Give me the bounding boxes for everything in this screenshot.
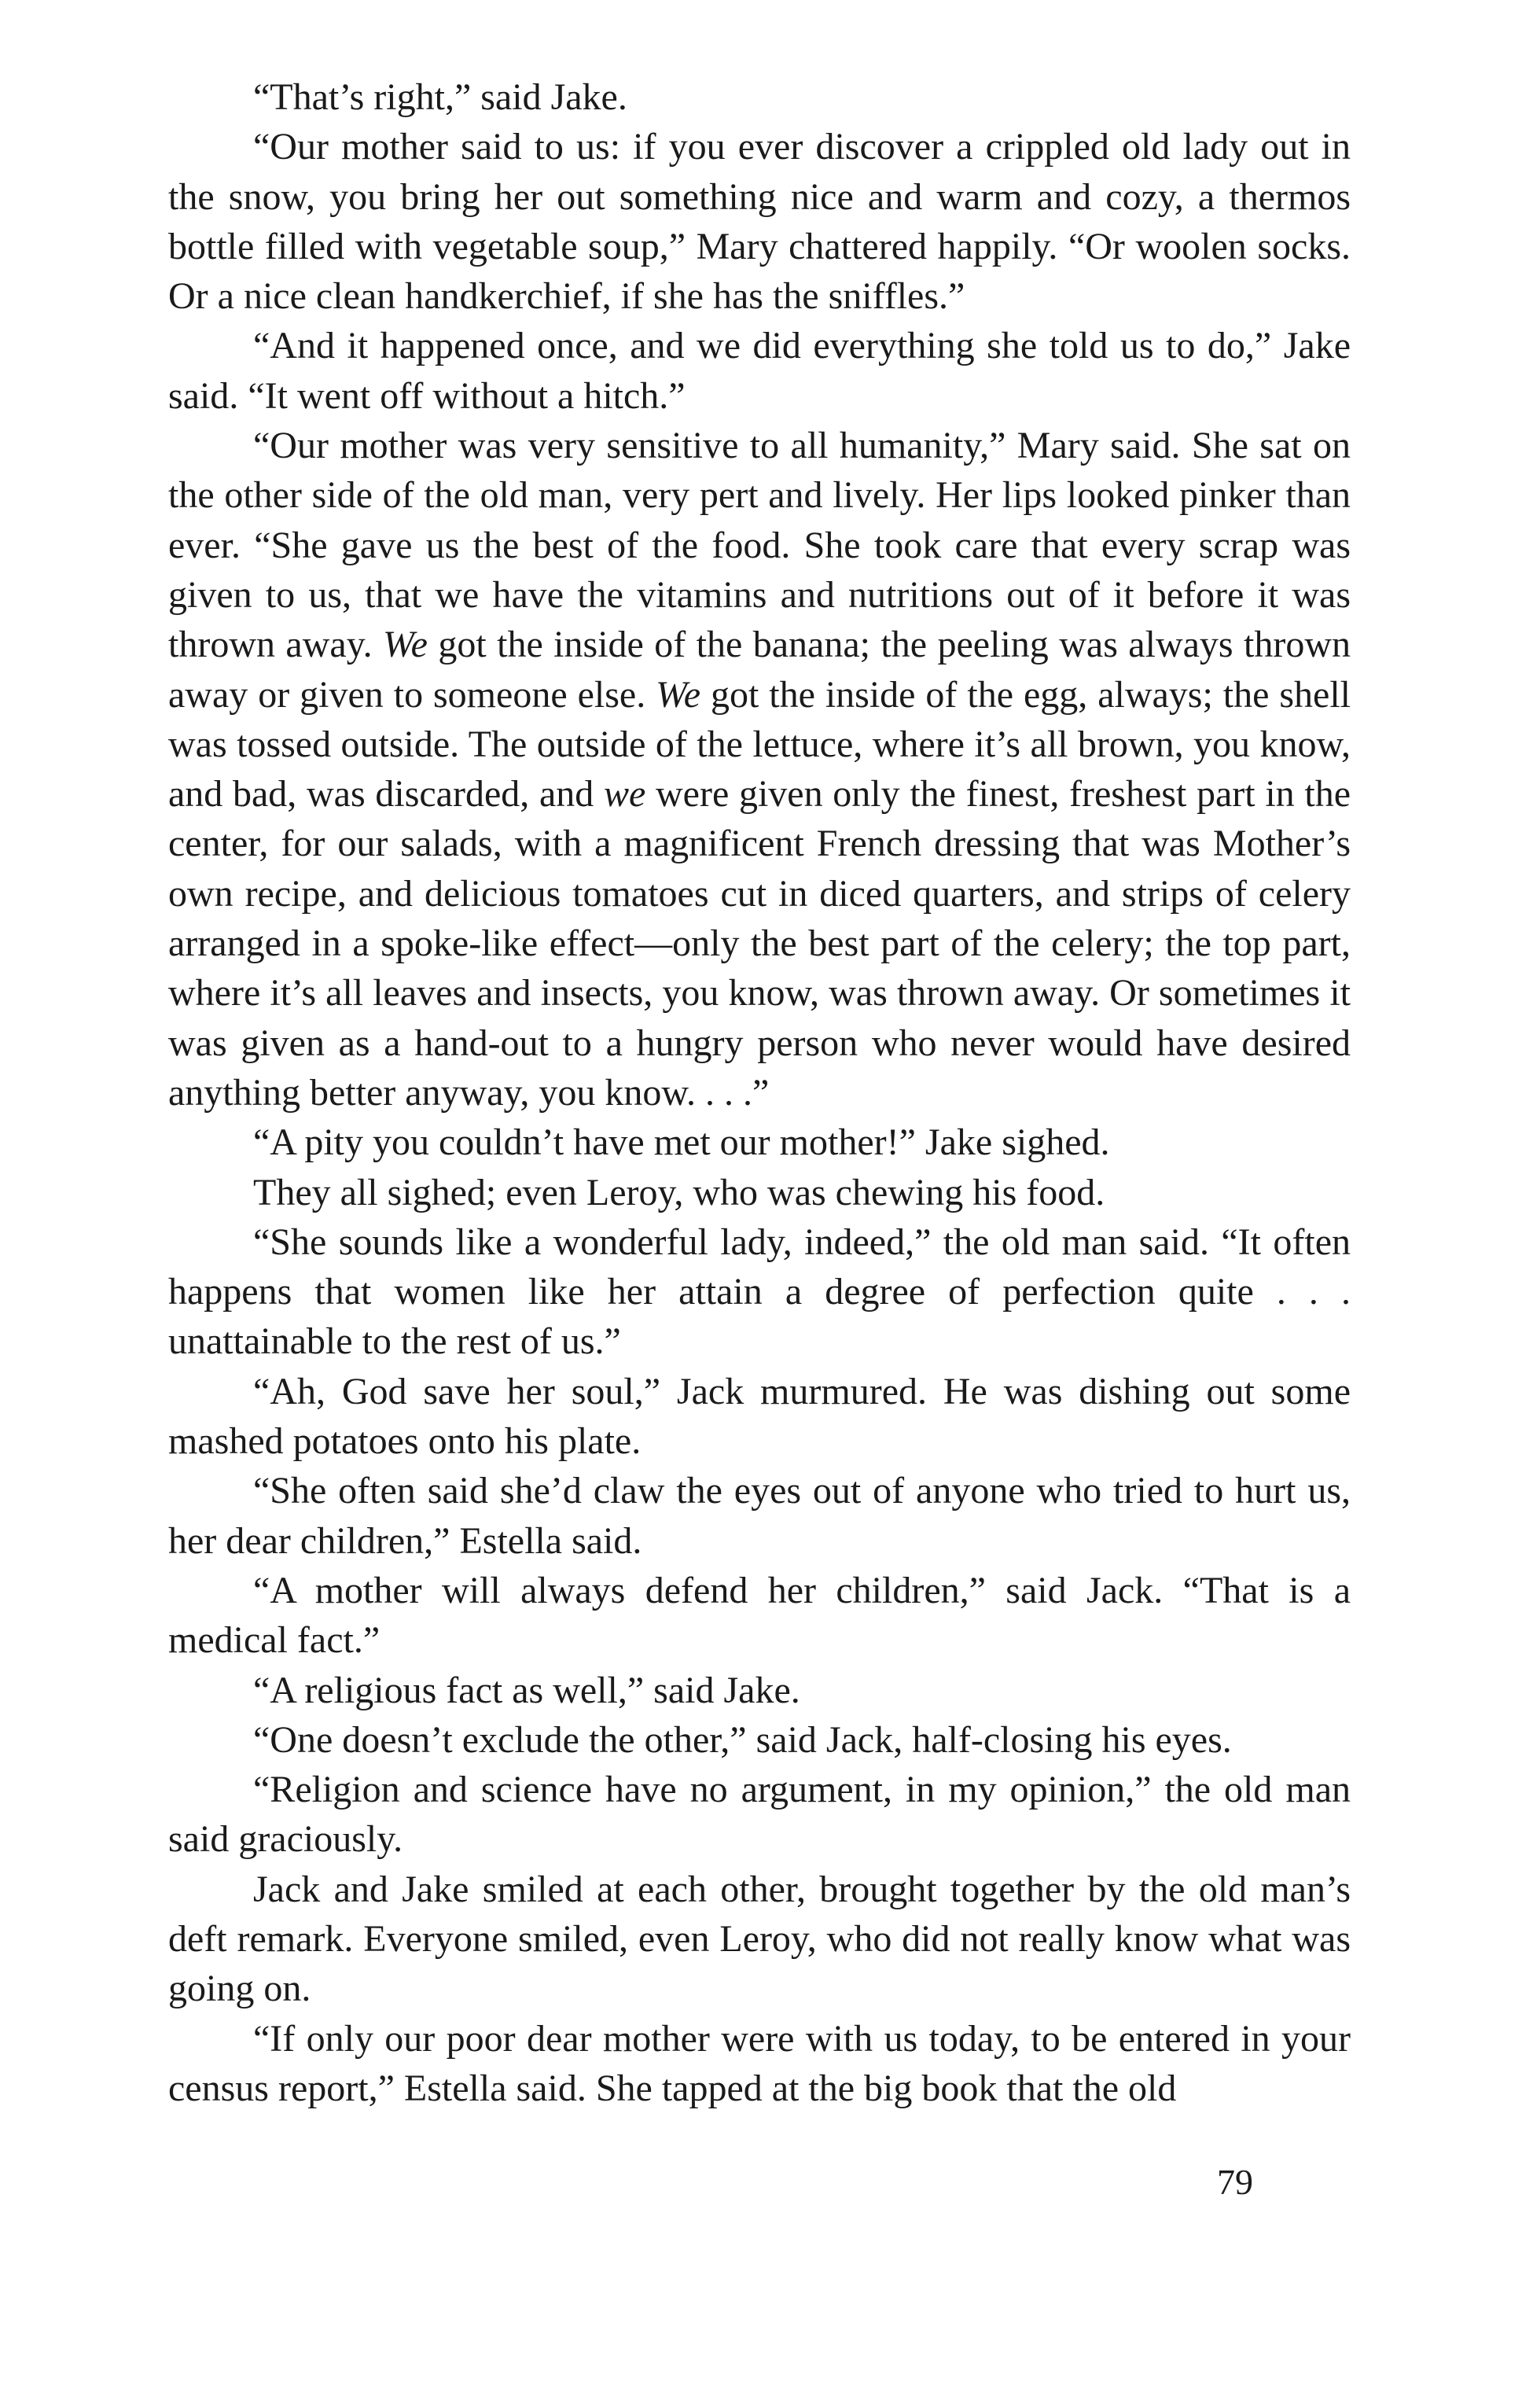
paragraph xyxy=(168,1865,1351,2014)
paragraph-text: “That’s right,” said Jake. xyxy=(253,76,627,118)
paragraph-text: Jack and Jake smiled at each other, brought together by the old man’s deft remark. Everyone smiled, even Leroy, who did not really know what was going on. xyxy=(168,1868,1351,2010)
paragraph-text: “Ah, God save her soul,” Jack murmured. He was dishing out some mashed potatoes onto his plate. xyxy=(168,1370,1351,1463)
paragraph-text: “Our mother said to us: if you ever discover a crippled old lady out in the snow, you bring her out something nice and warm and cozy, a thermos bottle filled with vegetable soup,” Mary chattered happily. “Or woolen socks. Or a nice clean handkerchief, if she has the sniffles.” xyxy=(168,126,1351,318)
paragraph-text: “If only our poor dear mother were with us today, to be entered in your census report,” Estella said. She tapped at the big book that the old xyxy=(168,2017,1351,2109)
paragraph-text: “One doesn’t exclude the other,” said Jack, half-closing his eyes. xyxy=(253,1718,1232,1761)
body-text xyxy=(168,72,1351,2113)
paragraph xyxy=(168,1466,1351,1566)
paragraph xyxy=(168,1117,1351,1167)
paragraph-text: “Religion and science have no argument, in my opinion,” the old man said graciously. xyxy=(168,1769,1351,1861)
paragraph xyxy=(168,1217,1351,1367)
paragraph-text: “She often said she’d claw the eyes out of anyone who tried to hurt us, her dear children,” Estella said. xyxy=(168,1470,1351,1562)
italic-text: We xyxy=(656,673,701,716)
paragraph-text: “A mother will always defend her children,” said Jack. “That is a medical fact.” xyxy=(168,1569,1351,1662)
paragraph-text: were given only the finest, freshest part in the center, for our salads, with a magnificent French dressing that was Mother’s own recipe, and delicious tomatoes cut in diced quarters, and strips of celery arranged in a spoke-like effect—only the best part of the celery; the top part, where it’s all leaves and insects, you know, was thrown away. Or sometimes it was given as a hand-out to a hungry person who never would have desired anything better anyway, you know. . . .” xyxy=(168,773,1351,1114)
paragraph xyxy=(168,421,1351,1117)
paragraph-text: “A religious fact as well,” said Jake. xyxy=(253,1669,800,1711)
paragraph xyxy=(168,1367,1351,1467)
paragraph xyxy=(168,1765,1351,1865)
paragraph-text: They all sighed; even Leroy, who was chewing his food. xyxy=(253,1171,1105,1213)
paragraph xyxy=(168,2014,1351,2114)
italic-text: We xyxy=(383,624,428,666)
paragraph xyxy=(168,1715,1351,1765)
paragraph xyxy=(168,321,1351,421)
italic-text: we xyxy=(603,773,646,816)
paragraph-text: “A pity you couldn’t have met our mother!” Jake sighed. xyxy=(253,1121,1110,1164)
paragraph-text: got the inside of the banana; the peeling was always thrown away or given to someone else. xyxy=(168,624,1351,716)
paragraph xyxy=(168,122,1351,321)
page-number: 79 xyxy=(1217,2162,1253,2202)
paragraph-text: “Our mother was very sensitive to all humanity,” Mary said. She sat on the other side of the old man, very pert and lively. Her lips looked pinker than ever. “She gave us the best of the food. She took care that every scrap was given to us, that we have the vitamins and nutritions out of it before it was thrown away. xyxy=(168,425,1351,666)
paragraph xyxy=(168,1666,1351,1715)
paragraph-text: got the inside of the egg, always; the shell was tossed outside. The outside of the lettuce, where it’s all brown, you know, and bad, was discarded, and xyxy=(168,673,1351,816)
paragraph xyxy=(168,1168,1351,1217)
paragraph-text: “And it happened once, and we did everything she told us to do,” Jake said. “It went off without a hitch.” xyxy=(168,325,1351,417)
paragraph xyxy=(168,1566,1351,1666)
paragraph-text: “She sounds like a wonderful lady, indeed,” the old man said. “It often happens that women like her attain a degree of perfection quite . . . unattainable to the rest of us.” xyxy=(168,1221,1351,1363)
paragraph xyxy=(168,72,1351,122)
